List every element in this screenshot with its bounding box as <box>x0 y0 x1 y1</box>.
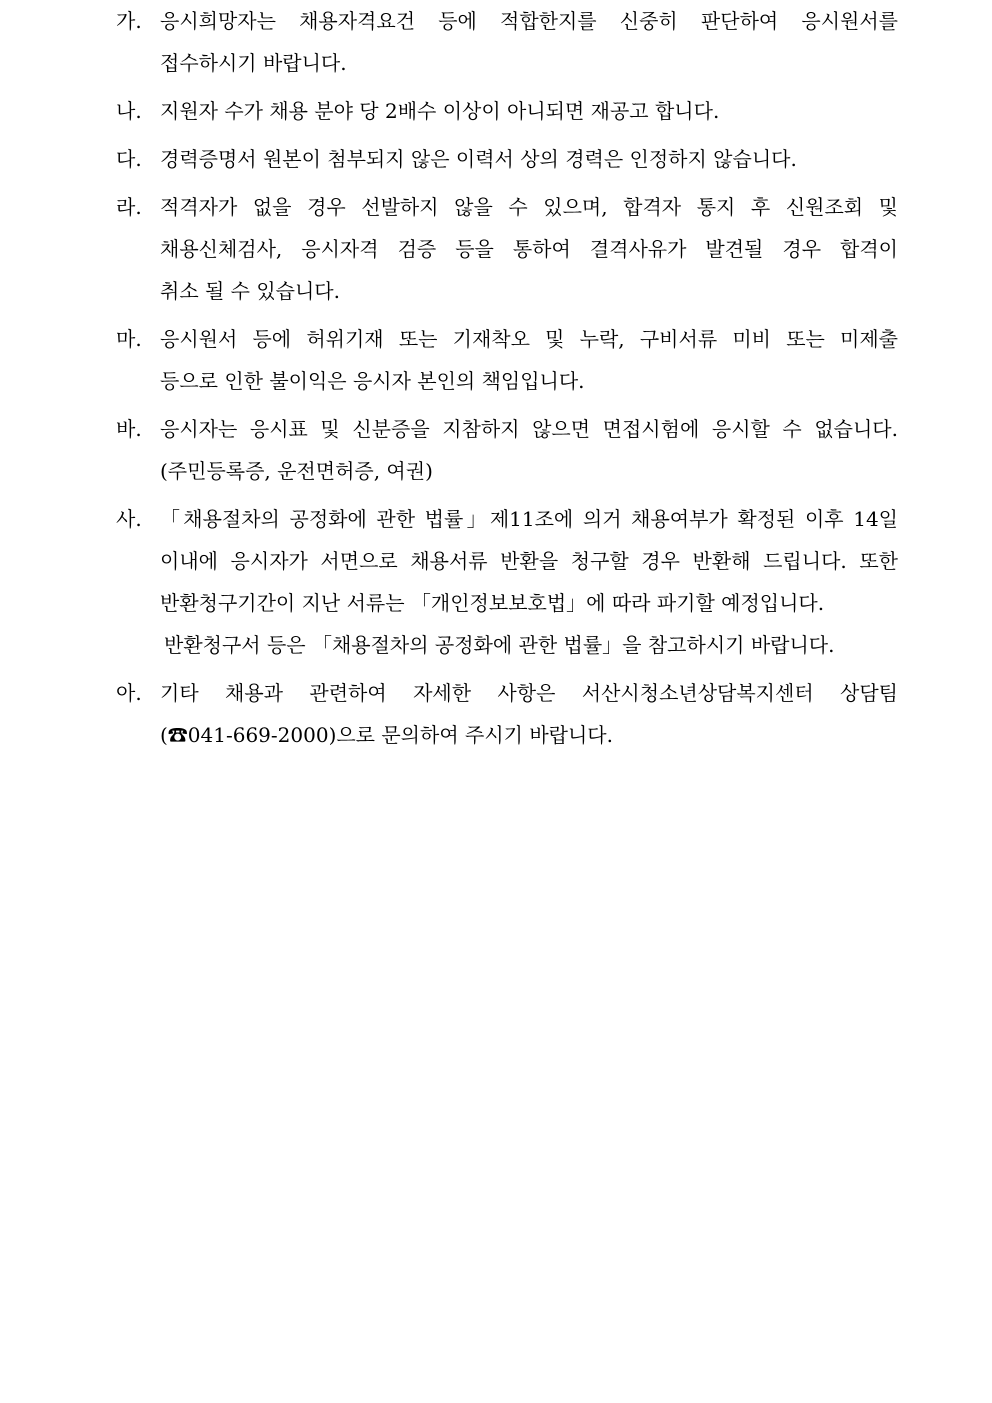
notice-item-da <box>116 138 898 180</box>
item-marker: 바. <box>116 417 142 441</box>
item-marker: 마. <box>116 327 142 351</box>
item-line: 기타 채용과 관련하여 자세한 사항은 서산시청소년상담복지센터 상담팀 <box>160 681 898 705</box>
item-body <box>160 672 898 756</box>
item-line: 「채용절차의 공정화에 관한 법률」제11조에 의거 채용여부가 확정된 이후 14일 <box>160 507 898 531</box>
notice-item-ma <box>116 318 898 402</box>
item-marker: 나. <box>116 99 142 123</box>
item-marker: 다. <box>116 147 142 171</box>
item-marker: 아. <box>116 681 142 705</box>
item-line: 등으로 인한 불이익은 응시자 본인의 책임입니다. <box>160 369 585 393</box>
item-line: 적격자가 없을 경우 선발하지 않을 수 있으며, 합격자 통지 후 신원조회 및 <box>160 195 898 219</box>
notice-item-sa <box>116 498 898 666</box>
item-line: (주민등록증, 운전면허증, 여권) <box>160 459 433 483</box>
item-body <box>160 0 898 84</box>
contact-line: (☎041-669-2000)으로 문의하여 주시기 바랍니다. <box>160 723 613 747</box>
item-line: 접수하시기 바랍니다. <box>160 51 347 75</box>
item-line: 반환청구서 등은 「채용절차의 공정화에 관한 법률」을 참고하시기 바랍니다. <box>164 633 835 657</box>
item-line: 반환청구기간이 지난 서류는 「개인정보보호법」에 따라 파기할 예정입니다. <box>160 591 825 615</box>
item-body <box>160 498 898 666</box>
item-line: 경력증명서 원본이 첨부되지 않은 이력서 상의 경력은 인정하지 않습니다. <box>160 147 797 171</box>
item-body <box>160 138 898 180</box>
item-body <box>160 408 898 492</box>
notice-list <box>116 0 898 762</box>
item-line: 응시원서 등에 허위기재 또는 기재착오 및 누락, 구비서류 미비 또는 미제출 <box>160 327 898 351</box>
item-line: 취소 될 수 있습니다. <box>160 279 340 303</box>
item-body <box>160 318 898 402</box>
item-line: 이내에 응시자가 서면으로 채용서류 반환을 청구할 경우 반환해 드립니다. 또한 <box>160 549 898 573</box>
item-line: 지원자 수가 채용 분야 당 2배수 이상이 아니되면 재공고 합니다. <box>160 99 720 123</box>
item-line: 채용신체검사, 응시자격 검증 등을 통하여 결격사유가 발견될 경우 합격이 <box>160 237 898 261</box>
item-line: 응시희망자는 채용자격요건 등에 적합한지를 신중히 판단하여 응시원서를 <box>160 9 898 33</box>
item-line: 응시자는 응시표 및 신분증을 지참하지 않으면 면접시험에 응시할 수 없습니다. <box>160 417 898 441</box>
item-marker: 사. <box>116 507 142 531</box>
item-marker: 라. <box>116 195 142 219</box>
item-marker: 가. <box>116 9 142 33</box>
notice-item-ga <box>116 0 898 84</box>
notice-item-ra <box>116 186 898 312</box>
notice-item-na <box>116 90 898 132</box>
notice-item-a <box>116 672 898 756</box>
notice-item-ba <box>116 408 898 492</box>
item-body <box>160 90 898 132</box>
item-body <box>160 186 898 312</box>
